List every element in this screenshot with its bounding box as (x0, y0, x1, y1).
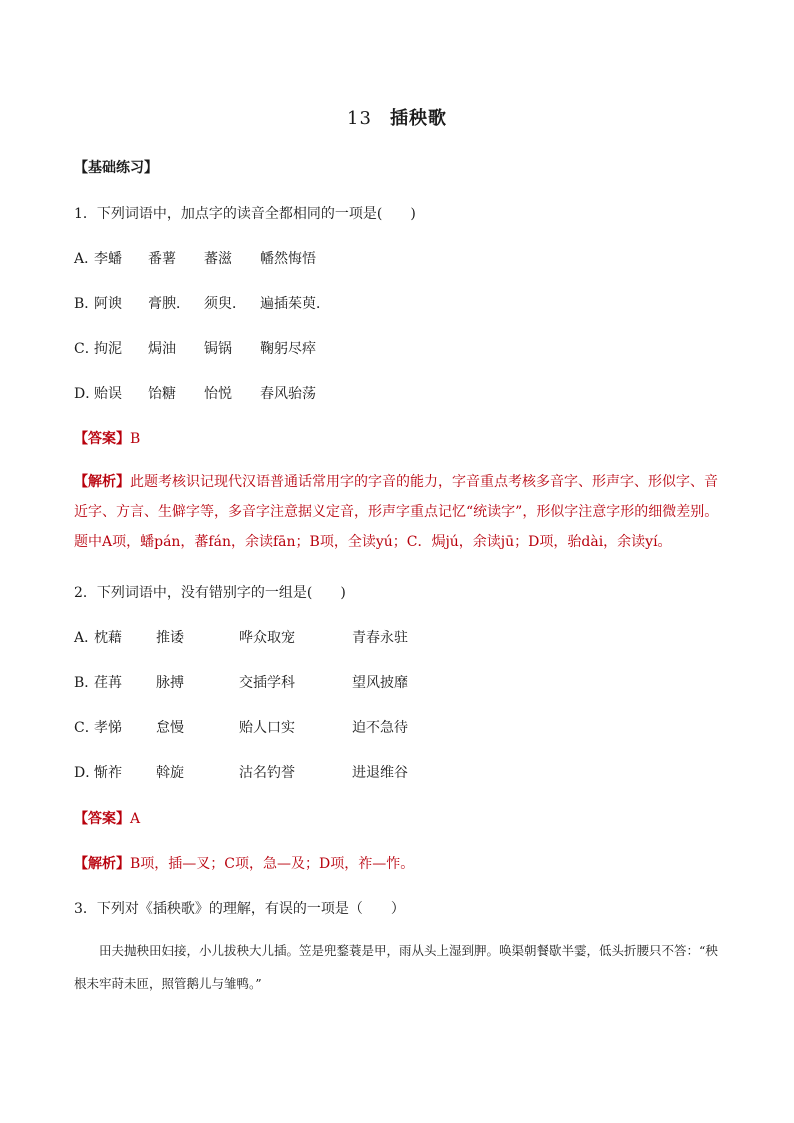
page-title (0, 104, 794, 130)
q1-answer (74, 428, 140, 448)
option-item: 青春永驻 (352, 630, 408, 646)
q3-poem: 田夫抛秧田妇接，小儿拔秧大儿插。笠是兜鍪蓑是甲，雨从头上湿到胛。唤渠朝餐歇半霎，低头折腰只不答：“秧根未牢莳未匝，照管鹅儿与雏鸭。” (74, 943, 718, 991)
analysis-label: 【解析】 (74, 856, 130, 872)
option-letter: B． (74, 296, 99, 312)
option-item: 望风披靡 (352, 675, 408, 691)
option-item: 惭祚 (94, 765, 122, 781)
option-item: 怠慢 (156, 720, 184, 736)
option-item: 拘泥 (94, 341, 122, 357)
option-item: 怡悦 (204, 386, 232, 402)
option-letter: A． (74, 630, 99, 646)
option-item: 阿谀 (94, 296, 122, 312)
option-item: 番薯 (148, 251, 176, 267)
option-item: 贻人口实 (239, 720, 295, 736)
option-item: 进退维谷 (352, 765, 408, 781)
option-letter: D． (74, 765, 100, 781)
option-item: 遍插茱萸． (260, 296, 330, 312)
option-item: 锔锅 (204, 341, 232, 357)
q2-analysis (74, 853, 414, 873)
option-item: 膏腴． (148, 296, 190, 312)
option-letter: C． (74, 341, 99, 357)
option-item: 枕藉 (94, 630, 122, 646)
q1-stem: 1．下列词语中，加点字的读音全都相同的一项是( ) (74, 206, 416, 222)
option-item: 推诿 (156, 630, 184, 646)
option-item: 春风骀荡 (260, 386, 316, 402)
option-item: 交插学科 (239, 675, 295, 691)
option-item: 迫不急待 (352, 720, 408, 736)
lesson-number: 13 (347, 108, 372, 129)
option-item: 斡旋 (156, 765, 184, 781)
section-heading: 【基础练习】 (74, 160, 158, 176)
option-item: 李蟠 (94, 251, 122, 267)
analysis-text: 此题考核识记现代汉语普通话常用字的字音的能力，字音重点考核多音字、形声字、形似字、音近字、方言、生僻字等，多音字注意据义定音，形声字重点记忆“统读字”，形似字注意字形的细微差别。题中A项，蟠pán，蕃fán，余读fān；B项，全读yú；C．焗jú，余读jū；D项，骀dài，余读yí。 (74, 474, 719, 550)
analysis-label: 【解析】 (74, 474, 130, 490)
option-item: 贻误 (94, 386, 122, 402)
q3-stem: 3．下列对《插秧歌》的理解，有误的一项是（ ） (74, 901, 405, 917)
option-item: 孝悌 (94, 720, 122, 736)
analysis-text: B项，插—叉；C项，急—及；D项，祚—怍。 (130, 856, 415, 872)
option-item: 幡然悔悟 (260, 251, 316, 267)
option-item: 焗油 (148, 341, 176, 357)
option-item: 沽名钓誉 (239, 765, 295, 781)
answer-label: 【答案】 (74, 811, 130, 827)
option-letter: B． (74, 675, 99, 691)
answer-value: B (130, 431, 141, 447)
option-item: 哗众取宠 (239, 630, 295, 646)
option-item: 荏苒 (94, 675, 122, 691)
answer-value: A (130, 811, 141, 827)
q1-analysis (74, 467, 724, 557)
lesson-title: 插秧歌 (389, 108, 447, 129)
q2-answer (74, 808, 140, 828)
option-item: 蕃滋 (204, 251, 232, 267)
option-letter: D． (74, 386, 100, 402)
option-letter: A． (74, 251, 99, 267)
q2-stem: 2．下列词语中，没有错别字的一组是( ) (74, 585, 346, 601)
option-item: 须臾． (204, 296, 246, 312)
answer-label: 【答案】 (74, 431, 130, 447)
option-item: 脉搏 (156, 675, 184, 691)
option-item: 鞠躬尽瘁 (260, 341, 316, 357)
option-letter: C． (74, 720, 99, 736)
option-item: 饴糖 (148, 386, 176, 402)
